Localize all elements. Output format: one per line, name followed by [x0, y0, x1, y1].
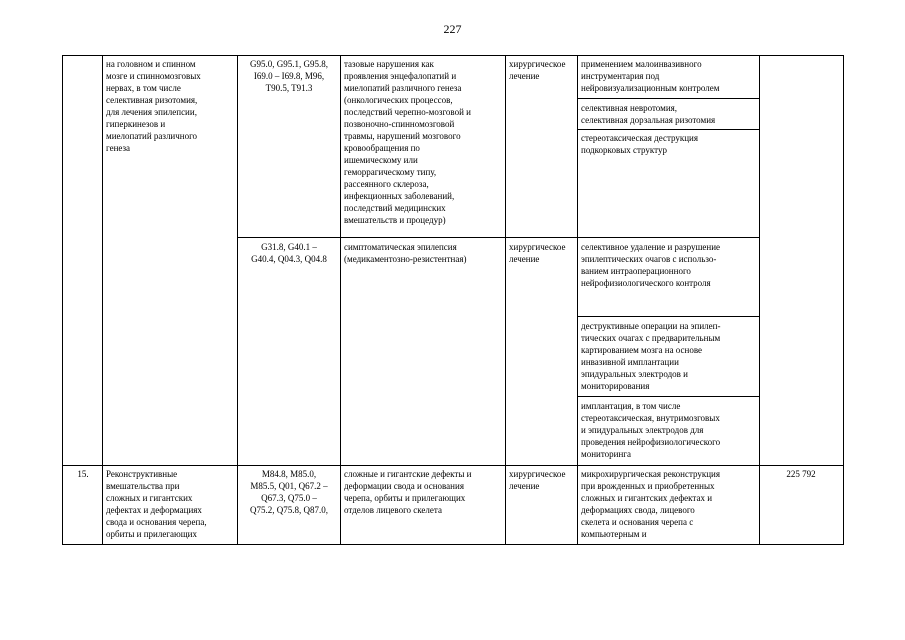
treatment-method-cell: деструктивные операции на эпилеп- тических очагах с предварительным картированием мозга на основе инвазивной имплантации эпидуральных электродов и мониторирования [581, 321, 721, 391]
page-number: 227 [443, 22, 462, 36]
treatment-method-cell: применением малоинвазивного инструментария под нейровизуализационным контролем [581, 59, 720, 93]
row-number: 15. [77, 469, 89, 479]
treatment-method-cell: стереотаксическая деструкция подкорковых структур [581, 133, 699, 155]
patient-model-cell: тазовые нарушения как проявления энцефалопатий и миелопатий различного генеза (онкологических процессов, последствий черепно-мозговой и позвоночно-спинномозговой травмы, нарушений мозгового кровообращения по ишемическому или геморрагическому типу, рассеянного склероза, инфекционных заболеваний, последствий медицинских вмешательств и процедур) [344, 59, 471, 225]
treatment-method-cell: имплантация, в том числе стереотаксическая, внутримозговых и эпидуральных электродов для проведения нейрофизиологического мониторинга [581, 401, 721, 459]
treatment-type-cell: хирургическое лечение [509, 469, 566, 491]
treatment-method-cell: селективное удаление и разрушение эпилептических очагов с использо- ванием интраоперационного нейрофизиологического контроля [581, 242, 721, 288]
treatment-method-cell: селективная невротомия, селективная дорзальная ризотомия [581, 103, 716, 125]
intervention-name: Реконструктивные вмешательства при сложных и гигантских дефектах и деформациях свода и основания черепа, орбиты и прилегающих [106, 469, 207, 539]
treatment-type-cell: хирургическое лечение [509, 59, 566, 81]
treatment-method-cell: микрохирургическая реконструкция при врожденных и приобретенных сложных и гигантских дефектах и деформациях свода, лицевого скелета и основания черепа с компьютерным и [581, 469, 721, 539]
icd-codes-cell: G95.0, G95.1, G95.8, I69.0 – I69.8, M96, T90.5, T91.3 [250, 59, 328, 93]
icd-codes-cell: M84.8, M85.0, M85.5, Q01, Q67.2 – Q67.3, Q75.0 – Q75.2, Q75.8, Q87.0, [250, 469, 328, 515]
intervention-name-continued: на головном и спинном мозге и спинномозговых нервах, в том числе селективная ризотомия, для лечения эпилепсии, гиперкинезов и миелопатий различного генеза [106, 59, 201, 153]
medical-care-table [62, 55, 843, 544]
patient-model-cell: сложные и гигантские дефекты и деформации свода и основания черепа, орбиты и прилегающих отделов лицевого скелета [344, 469, 472, 515]
icd-codes-cell: G31.8, G40.1 – G40.4, Q04.3, Q04.8 [251, 242, 327, 264]
treatment-type-cell: хирургическое лечение [509, 242, 566, 264]
patient-model-cell: симптоматическая эпилепсия (медикаментозно-резистентная) [344, 242, 467, 264]
cost-cell: 225 792 [786, 469, 816, 479]
